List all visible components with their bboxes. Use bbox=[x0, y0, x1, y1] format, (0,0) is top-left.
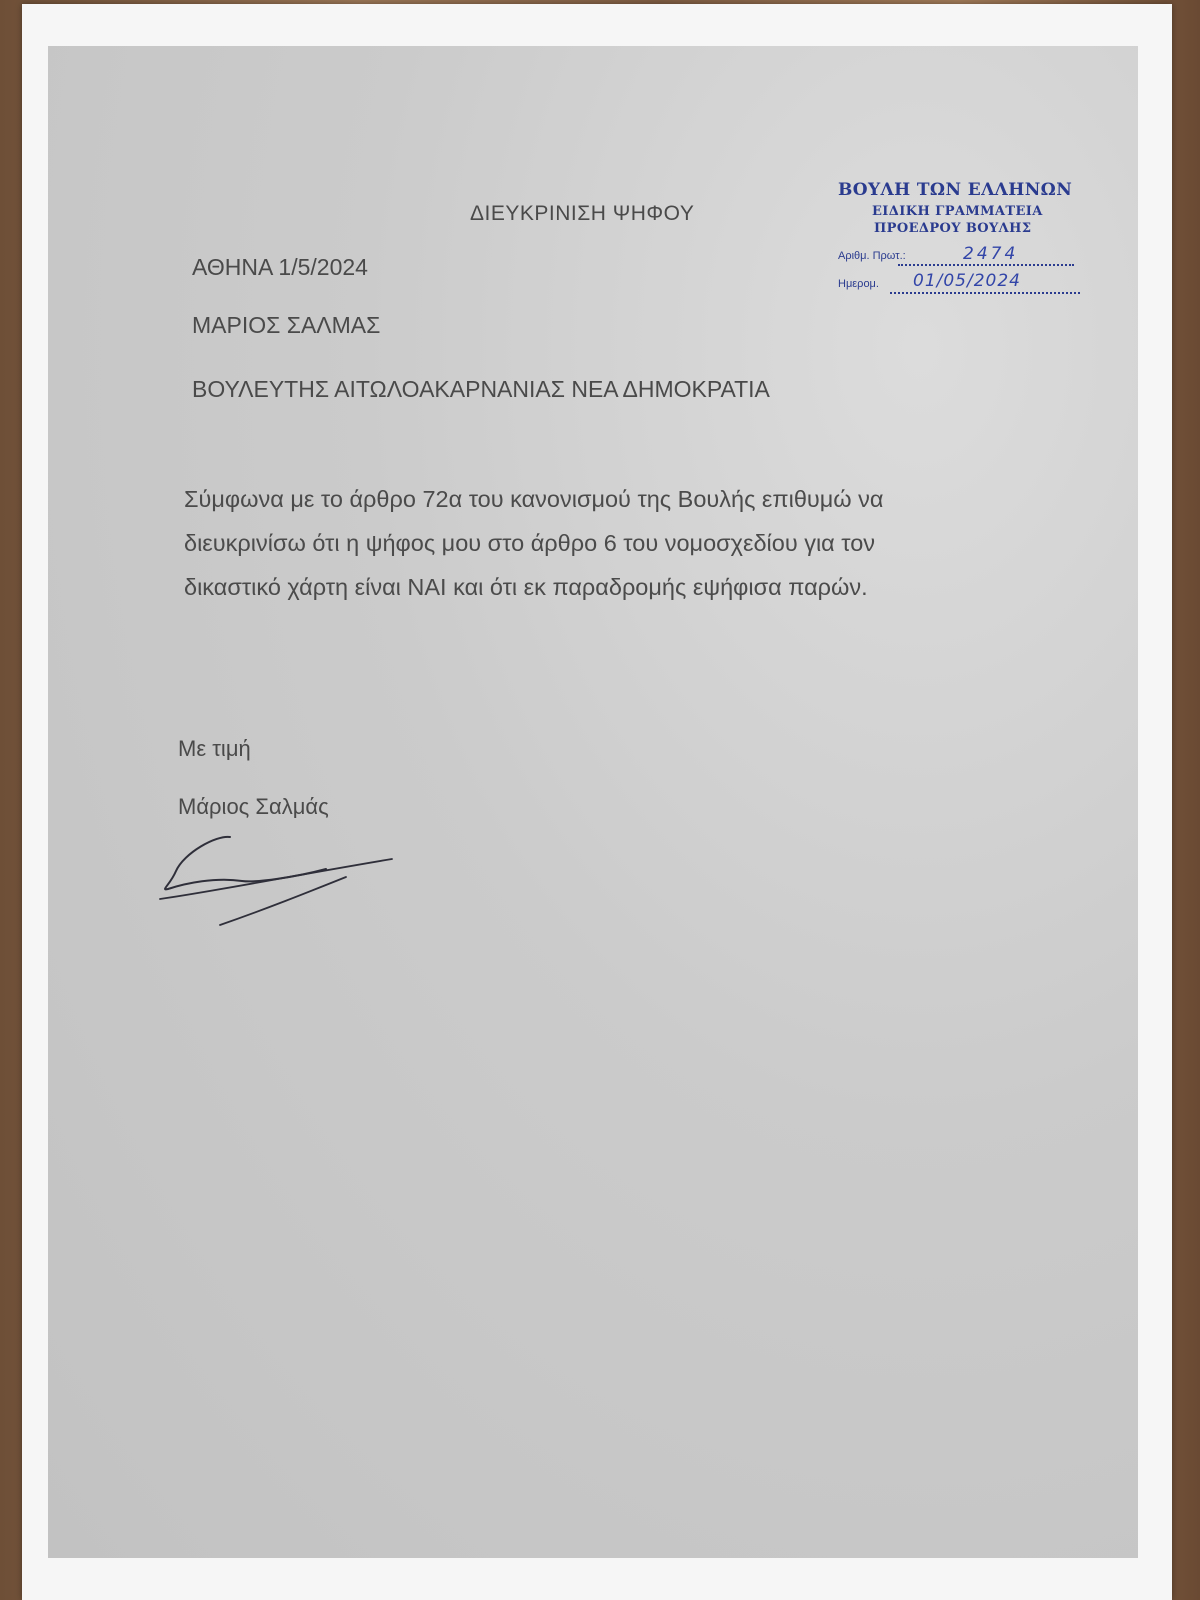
signatory-name: Μάριος Σαλμάς bbox=[178, 794, 329, 819]
document-title: ΔΙΕΥΚΡΙΝΙΣΗ ΨΗΦΟΥ bbox=[470, 202, 695, 225]
stamp-line: ΒΟΥΛΗ ΤΩΝ ΕΛΛΗΝΩΝ bbox=[838, 180, 1073, 200]
stamp-date-value: 01/05/2024 bbox=[913, 271, 1021, 291]
stamp-line: ΕΙΔΙΚΗ ΓΡΑΜΜΑΤΕΙΑ bbox=[872, 204, 1043, 219]
place-date: ΑΘΗΝΑ 1/5/2024 bbox=[192, 254, 368, 280]
document-page bbox=[48, 46, 1138, 1558]
stamp-dotted-line bbox=[898, 264, 1074, 266]
stamp-protocol-number: 2474 bbox=[963, 244, 1019, 264]
stamp-line: ΠΡΟΕΔΡΟΥ ΒΟΥΛΗΣ bbox=[874, 221, 1032, 236]
stamp-date-label: Ημερομ. bbox=[838, 278, 879, 290]
author-position: ΒΟΥΛΕΥΤΗΣ ΑΙΤΩΛΟΑΚΑΡΝΑΝΙΑΣ ΝΕΑ ΔΗΜΟΚΡΑΤΙΑ bbox=[192, 376, 770, 402]
body-line: Σύμφωνα με το άρθρο 72α του κανονισμού της Βουλής επιθυμώ να bbox=[184, 486, 884, 512]
author-name: ΜΑΡΙΟΣ ΣΑΛΜΑΣ bbox=[192, 312, 381, 338]
paper-sheet bbox=[22, 4, 1172, 1600]
closing-salutation: Με τιμή bbox=[178, 736, 251, 761]
body-line: δικαστικό χάρτη είναι ΝΑΙ και ότι εκ παραδρομής εψήφισα παρών. bbox=[184, 574, 868, 600]
stamp-protocol-label: Αριθμ. Πρωτ.: bbox=[838, 250, 906, 262]
body-line: διευκρινίσω ότι η ψήφος μου στο άρθρο 6 του νομοσχεδίου για τον bbox=[184, 530, 876, 556]
handwritten-signature bbox=[156, 831, 406, 931]
parliament-reception-stamp bbox=[838, 180, 1098, 310]
stamp-dotted-line bbox=[890, 292, 1080, 294]
